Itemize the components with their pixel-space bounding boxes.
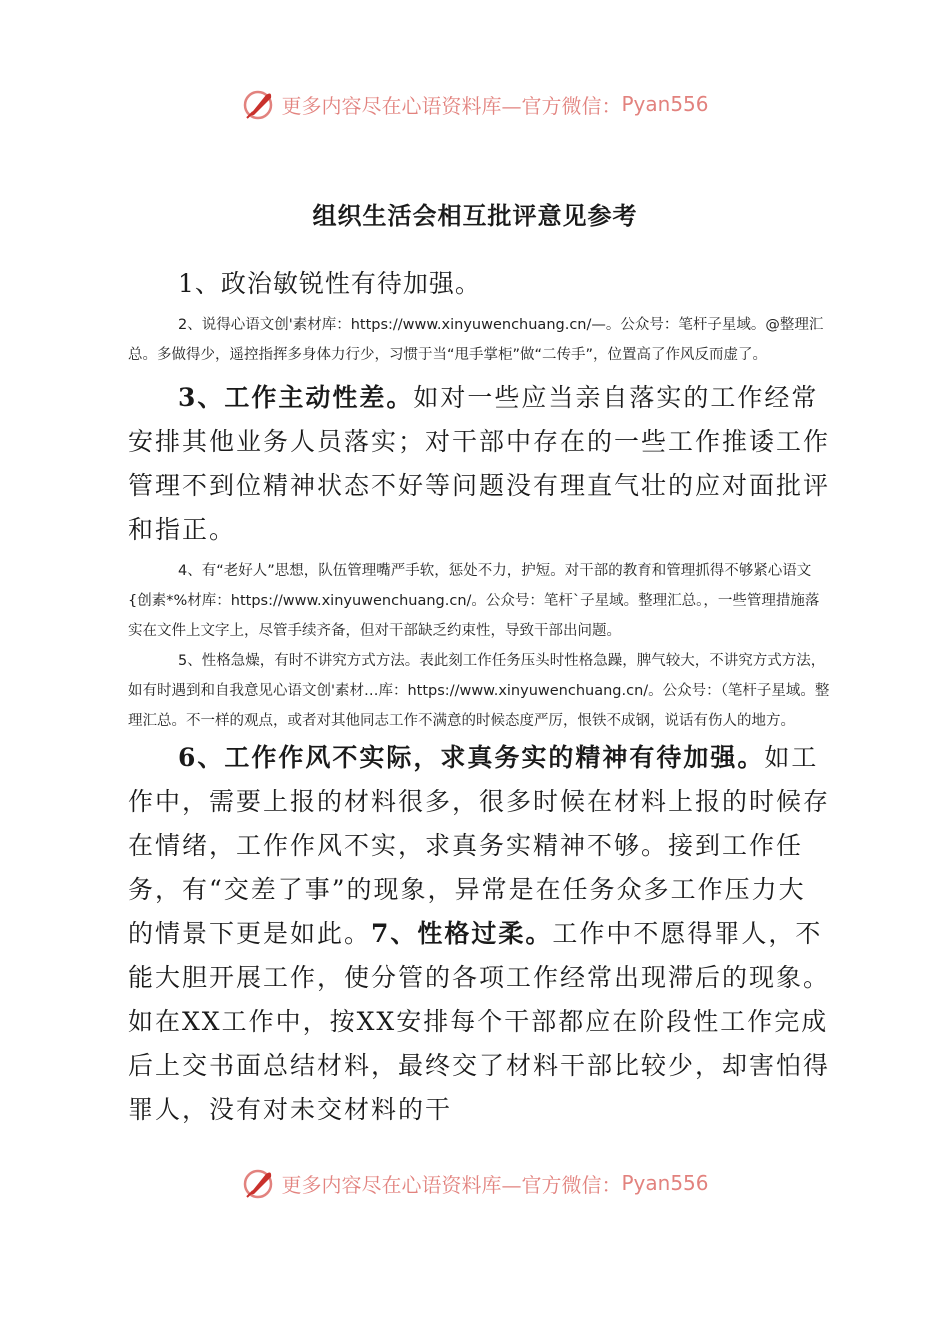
banner-slogan: 更多内容尽在心语资料库—官方微信： (281, 93, 622, 118)
item-7-body: 工作中不愿得罪人，不能大胆开展工作，使分管的各项工作经常出现滞后的现象。如在XX工作中，按XX安排每个干部都应在阶段性工作完成后上交书面总结材料，最终交了材料干部比较少，却害怕得罪人，没有对未交材料的干 (128, 919, 831, 1124)
footer-slogan: 更多内容尽在心语资料库—官方微信： (281, 1172, 622, 1197)
item-6-7 (128, 736, 832, 1132)
quill-circle-logo-icon (241, 1165, 277, 1201)
item-5: 5、性格急燥，有时不讲究方式方法。表此刻工作任务压头时性格急躁，脾气较大，不讲究方式方法，如有时遇到和自我意见心语文创'素材…库：https://www.xinyuwenchuang.cn/。公众号：（笔杆子星域。整理汇总。不一样的观点，或者对其他同志工作不满意的时候态度严厉，恨铁不成钢，说话有伤人的地方。 (128, 653, 830, 729)
item-1: 1、政治敏锐性有待加强。 (178, 269, 481, 298)
footer-banner (0, 1163, 950, 1203)
item-7-heading: 7、性格过柔。 (371, 919, 553, 948)
header-banner (0, 84, 950, 124)
item-3 (128, 376, 832, 552)
document-body (128, 262, 832, 1132)
page-title: 组织生活会相互批评意见参考 (312, 201, 638, 230)
item-4: 4、有“老好人”思想，队伍管理嘴严手软，惩处不力，护短。对干部的教育和管理抓得不够紧心语文{创素*%材库：https://www.xinyuwenchuang.cn/。公众号：笔杆`子星域。整理汇总。，一些管理措施落实在文件上文字上，尽管手续齐备，但对干部缺乏约束性，导致干部出问题。 (128, 563, 820, 639)
wechat-account: Pyan556 (621, 92, 709, 116)
item-6-body: 如工作中，需要上报的材料很多，很多时候在材料上报的时候存在情绪，工作作风不实，求真务实精神不够。接到工作任务，有“交差了事”的现象，异常是在任务众多工作压力大的情景下更是如此。 (128, 743, 831, 948)
item-3-body: 如对一些应当亲自落实的工作经常安排其他业务人员落实；对干部中存在的一些工作推诿工作管理不到位精神状态不好等问题没有理直气壮的应对面批评和指正。 (128, 383, 831, 544)
footer-wechat-account: Pyan556 (621, 1171, 709, 1195)
item-6-heading: 6、工作作风不实际，求真务实的精神有待加强。 (178, 743, 765, 772)
item-3-heading: 3、工作主动性差。 (178, 383, 414, 412)
quill-circle-logo-icon (241, 86, 277, 122)
item-2: 2、说得心语文创'素材库：https://www.xinyuwenchuang.cn/—。公众号：笔杆子星域。@整理汇总。多做得少，遥控指挥多身体力行少，习惯于当“甩手掌柜”做“二传手”，位置高了作风反而虚了。 (128, 317, 824, 363)
